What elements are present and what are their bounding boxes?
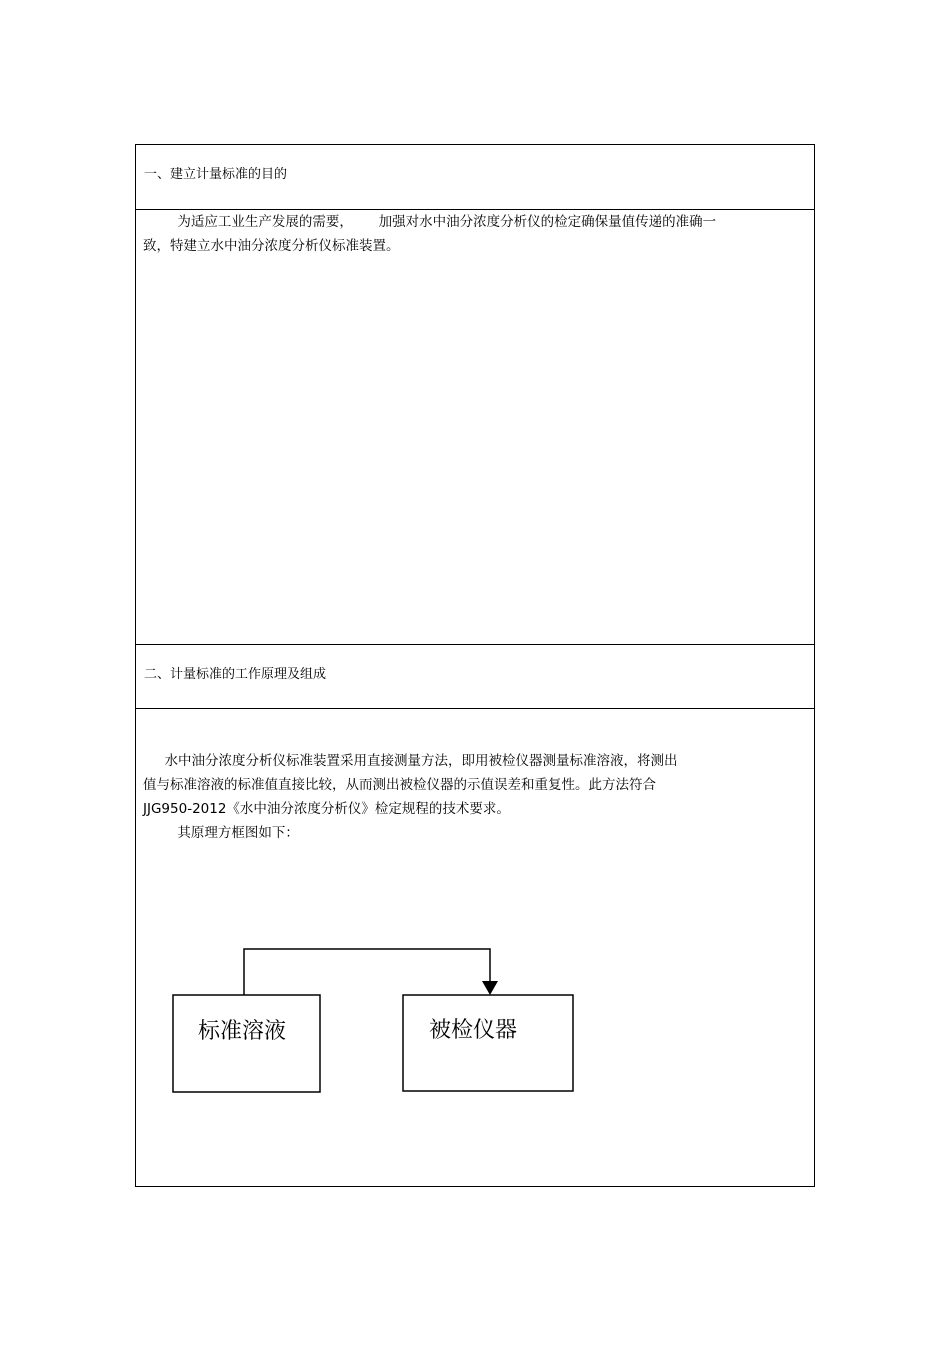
paragraph-line: 水中油分浓度分析仪标准装置采用直接测量方法，即用被检仪器测量标准溶液，将测出 [143, 753, 678, 769]
paragraph-line: 其原理方框图如下： [143, 825, 299, 841]
paragraph-line: 致，特建立水中油分浓度分析仪标准装置。 [143, 238, 400, 254]
section2-paragraph [143, 749, 677, 845]
standard-solution-label: 标准溶液 [198, 1019, 287, 1044]
section1-heading-row [136, 145, 814, 210]
document-table [135, 144, 815, 1187]
section1-heading: 一、建立计量标准的目的 [144, 167, 288, 182]
section1-paragraph [143, 210, 716, 258]
section2-heading: 二、计量标准的工作原理及组成 [144, 667, 327, 682]
section2-heading-row [136, 645, 814, 709]
paragraph-line: 为适应工业生产发展的需要， 加强对水中油分浓度分析仪的检定确保量值传递的准确一 [143, 214, 717, 230]
paragraph-line: JJG950-2012《水中油分浓度分析仪》检定规程的技术要求。 [143, 801, 510, 817]
section1-body-row [136, 210, 814, 645]
instrument-under-test-label: 被检仪器 [429, 1018, 518, 1043]
paragraph-line: 值与标准溶液的标准值直接比较，从而测出被检仪器的示值误差和重复性。此方法符合 [143, 777, 656, 793]
section2-body-row [136, 709, 814, 1186]
